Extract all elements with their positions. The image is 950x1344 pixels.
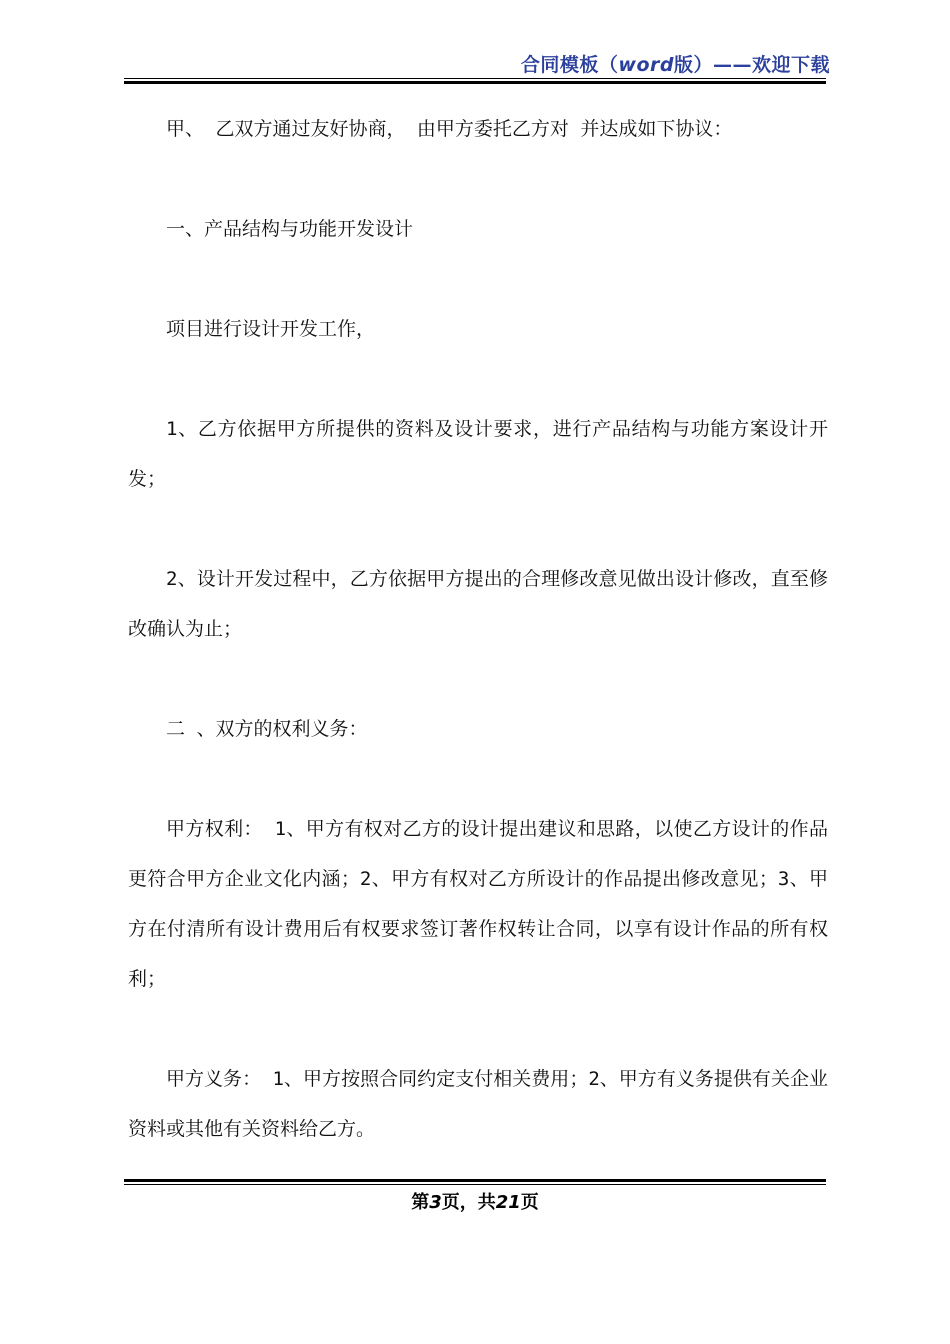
- page-number-middle: 页，共: [441, 1192, 496, 1213]
- header-rule-thick: [124, 81, 826, 84]
- paragraph-intro: 甲、 乙双方通过友好协商， 由甲方委托乙方对 并达成如下协议：: [166, 118, 733, 140]
- paragraph-gap: [128, 504, 828, 554]
- paragraph-item-1: 1、乙方依据甲方所提供的资料及设计要求，进行产品结构与功能方案设计开发；: [128, 418, 828, 490]
- paragraph-item-2: 2、设计开发过程中，乙方依据甲方提出的合理修改意见做出设计修改，直至修改确认为止；: [128, 568, 828, 640]
- header-title-part1: 合同模板（: [520, 54, 619, 76]
- paragraph-party-a-rights: 甲方权利： 1、甲方有权对乙方的设计提出建议和思路，以使乙方设计的作品更符合甲方企业文化内涵；2、甲方有权对乙方所设计的作品提出修改意见；3、甲方在付清所有设计费用后有权要求签订著作权转让合同，以享有设计作品的所有权利；: [128, 818, 828, 990]
- header-title-part2: 版）——欢迎下载: [673, 54, 830, 76]
- page-number-suffix: 页: [520, 1192, 539, 1213]
- section-heading-1: 一、产品结构与功能开发设计: [166, 218, 414, 240]
- paragraph-party-a-duties: 甲方义务： 1、甲方按照合同约定支付相关费用；2、甲方有义务提供有关企业资料或其他有关资料给乙方。: [128, 1068, 828, 1140]
- document-body: [128, 104, 828, 1154]
- page-number-prefix: 第: [411, 1192, 430, 1213]
- paragraph-gap: [128, 254, 828, 304]
- header-rule-thin: [124, 78, 826, 79]
- page-number: [0, 1188, 950, 1214]
- page-number-total: 21: [495, 1192, 521, 1213]
- paragraph-gap: [128, 354, 828, 404]
- paragraph-project: 项目进行设计开发工作，: [166, 318, 376, 340]
- header-title-word: word: [618, 54, 674, 76]
- footer-rule-thin: [124, 1184, 826, 1185]
- paragraph-gap: [128, 654, 828, 704]
- document-header-title: [521, 50, 830, 77]
- paragraph-gap: [128, 754, 828, 804]
- paragraph-gap: [128, 154, 828, 204]
- footer-rule-thick: [124, 1179, 826, 1182]
- section-heading-2: 二 、双方的权利义务：: [166, 718, 368, 740]
- page-number-current: 3: [429, 1192, 442, 1213]
- paragraph-gap: [128, 1004, 828, 1054]
